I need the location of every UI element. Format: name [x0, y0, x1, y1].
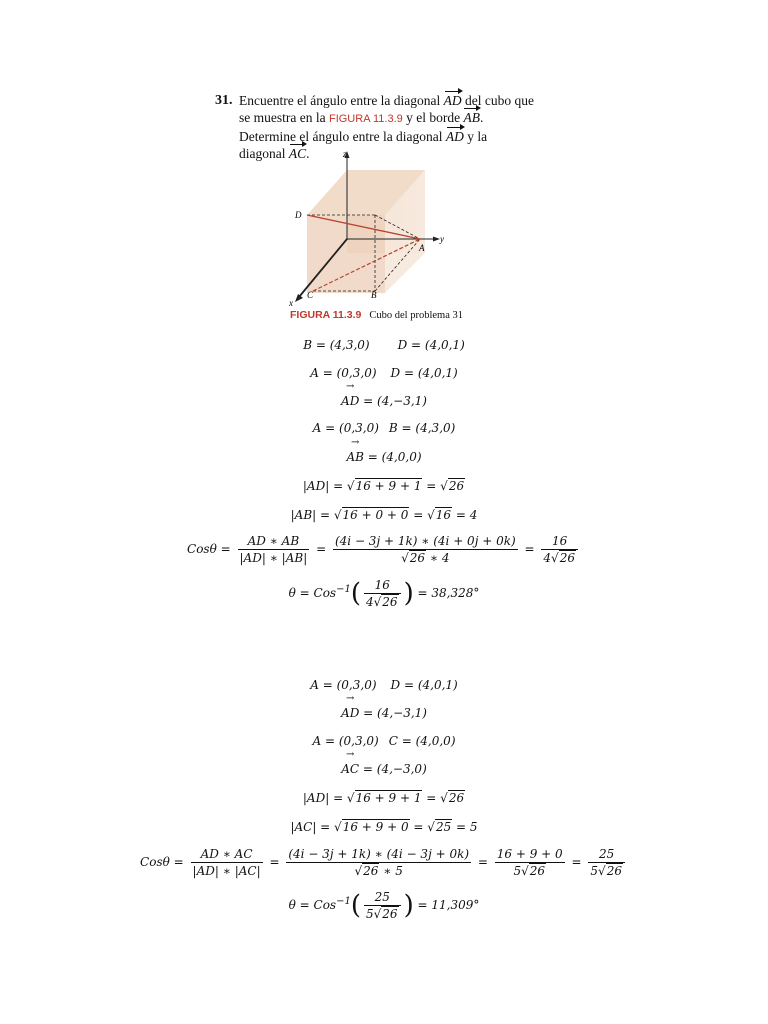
- label-z: z: [343, 149, 347, 159]
- figure-caption: [290, 309, 463, 321]
- eq2-cos: Cosθ = $\frac{AD ∗ AC}{|AD| ∗ |AC|}$ = $\frac{(4i - 3j + 1k) ∗ (4i - 3j + 0k)}{√26 ∗ 5}$ = $\frac{16 + 9 + 0}{5√26}$ = $\frac{25}{5√26}$: [0, 846, 768, 879]
- eq-norm-ad: |AD| = √16 + 9 + 1 = √26: [302, 479, 465, 493]
- eq2-vec-ac: → AC = (4,−3,0): [0, 762, 768, 776]
- label-b: B: [371, 290, 377, 300]
- eq2-vec-ad: → AD = (4,−3,1): [0, 706, 768, 720]
- caption-label: FIGURA 11.3.9: [290, 309, 362, 321]
- label-x: x: [289, 298, 293, 308]
- problem-text: Encuentre el ángulo entre la diagonal AD del cubo que se muestra en la FIGURA 11.3.9 y el borde AB. Determine el ángulo entre la diagonal AD y la diagonal AC.: [239, 93, 535, 161]
- eq-vec-ad: → AD = (4,−3,1): [0, 394, 768, 408]
- cube-front-face: [307, 215, 385, 293]
- eq2-norm-ad: |AD| = √16 + 9 + 1 = √26: [302, 791, 465, 805]
- eq-a-d: A = (0,3,0) D = (4,0,1): [310, 366, 458, 380]
- eq2-a-d: A = (0,3,0) D = (4,0,1): [310, 678, 458, 692]
- eq-norm-ab: |AB| = √16 + 0 + 0 = √16 = 4: [290, 508, 478, 522]
- problem-number: 31.: [215, 93, 233, 108]
- eq2-norm-ac: |AC| = √16 + 9 + 0 = √25 = 5: [290, 820, 478, 834]
- label-a: A: [419, 243, 425, 253]
- figure-reference: FIGURA 11.3.9: [328, 113, 403, 125]
- caption-text: Cubo del problema 31: [369, 310, 463, 321]
- vector-ac: AC: [288, 146, 307, 161]
- eq2-theta: θ = Cos$^{-1}$( $\frac{25}{5√26}$ ) = 11,309°: [288, 890, 480, 921]
- label-c: C: [307, 290, 314, 300]
- x-arrow-icon: [295, 294, 303, 302]
- eq-b-d: B = (4,3,0) D = (4,0,1): [303, 338, 465, 352]
- label-y: y: [440, 234, 444, 244]
- eq-a-b: A = (0,3,0) B = (4,3,0): [312, 421, 456, 435]
- cube-figure: [285, 145, 455, 310]
- eq2-a-c: A = (0,3,0) C = (4,0,0): [312, 734, 456, 748]
- eq-cos-1: Cosθ = $\frac{AD ∗ AB}{|AD| ∗ |AB|}$ = $\frac{(4i - 3j + 1k) ∗ (4i + 0j + 0k)}{√26 ∗ 4}$ = $\frac{16}{4√26}$: [0, 533, 768, 566]
- eq-theta-1: θ = Cos$^{-1}$( $\frac{16}{4√26}$ ) = 38,328°: [288, 578, 480, 609]
- label-d: D: [295, 210, 302, 220]
- vector-ad-2: AD: [445, 129, 464, 144]
- y-arrow-icon: [433, 237, 440, 242]
- vector-ad: AD: [443, 93, 462, 108]
- eq-vec-ab: → AB = (4,0,0): [0, 450, 768, 464]
- vector-ab: AB: [463, 110, 480, 125]
